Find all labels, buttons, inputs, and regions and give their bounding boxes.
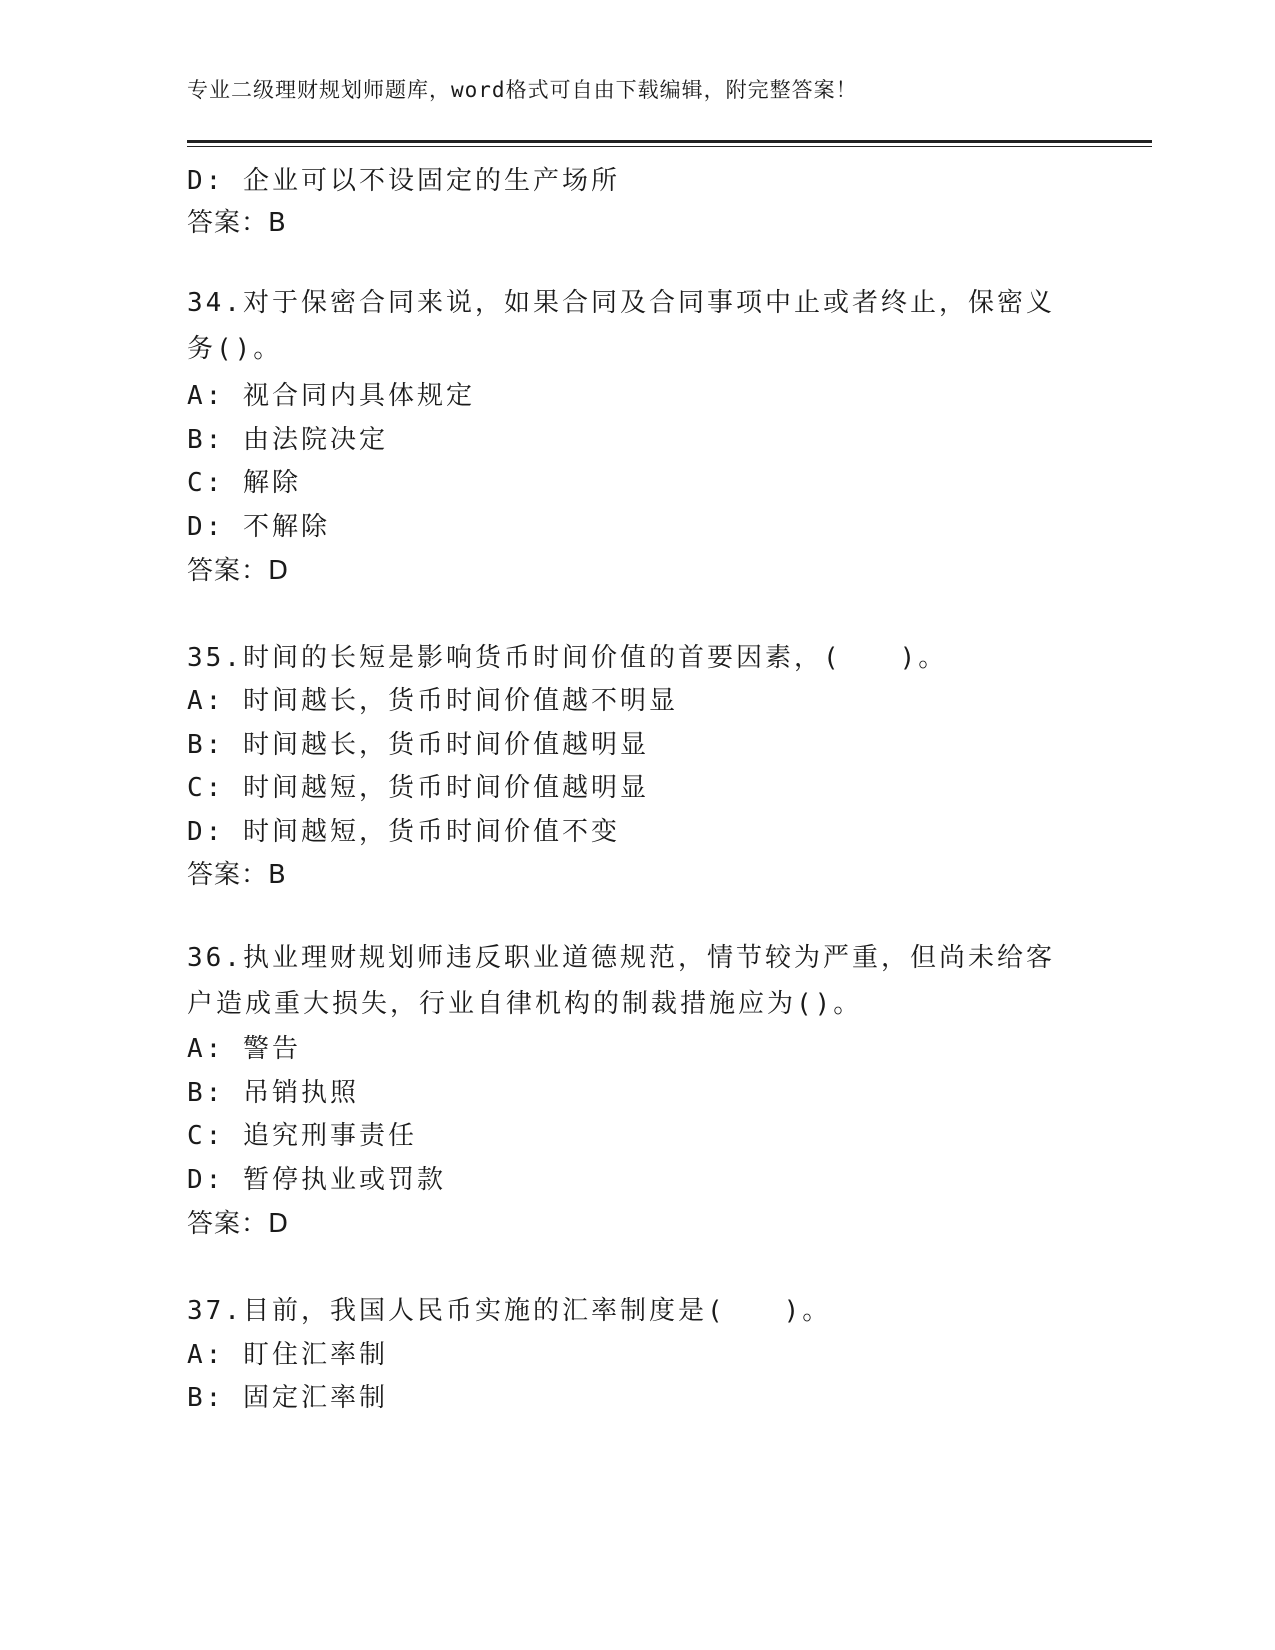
- question-stem: 36.执业理财规划师违反职业道德规范，情节较为严重，但尚未给客户造成重大损失，行业自律机构的制裁措施应为()。: [187, 943, 1055, 1019]
- option-b: B: 吊销执照: [187, 1078, 359, 1108]
- question-stem: 34.对于保密合同来说，如果合同及合同事项中止或者终止，保密义务()。: [187, 288, 1055, 364]
- option-b: B: 固定汇率制: [187, 1383, 388, 1413]
- answer: 答案：D: [187, 556, 290, 586]
- option-d: D: 企业可以不设固定的生产场所: [187, 166, 620, 196]
- option-c: C: 追究刑事责任: [187, 1121, 417, 1151]
- option-a: A: 视合同内具体规定: [187, 381, 475, 411]
- option-d: D: 时间越短，货币时间价值不变: [187, 817, 620, 847]
- answer: 答案：B: [187, 208, 287, 238]
- option-a: A: 盯住汇率制: [187, 1340, 388, 1370]
- header-rule-thin: [187, 146, 1152, 147]
- question-stem: 35.时间的长短是影响货币时间价值的首要因素，( )。: [187, 643, 948, 673]
- answer: 答案：B: [187, 860, 287, 890]
- option-c: C: 时间越短，货币时间价值越明显: [187, 773, 649, 803]
- document-header: 专业二级理财规划师题库，word格式可自由下载编辑，附完整答案！: [187, 78, 858, 102]
- option-b: B: 由法院决定: [187, 425, 388, 455]
- option-b: B: 时间越长，货币时间价值越明显: [187, 730, 649, 760]
- option-d: D: 暂停执业或罚款: [187, 1165, 446, 1195]
- option-a: A: 时间越长，货币时间价值越不明显: [187, 686, 678, 716]
- option-d: D: 不解除: [187, 512, 330, 542]
- option-c: C: 解除: [187, 468, 301, 498]
- question-stem: 37.目前，我国人民币实施的汇率制度是( )。: [187, 1296, 832, 1326]
- option-a: A: 警告: [187, 1034, 301, 1064]
- header-rule-thick: [187, 140, 1152, 143]
- answer: 答案：D: [187, 1209, 290, 1239]
